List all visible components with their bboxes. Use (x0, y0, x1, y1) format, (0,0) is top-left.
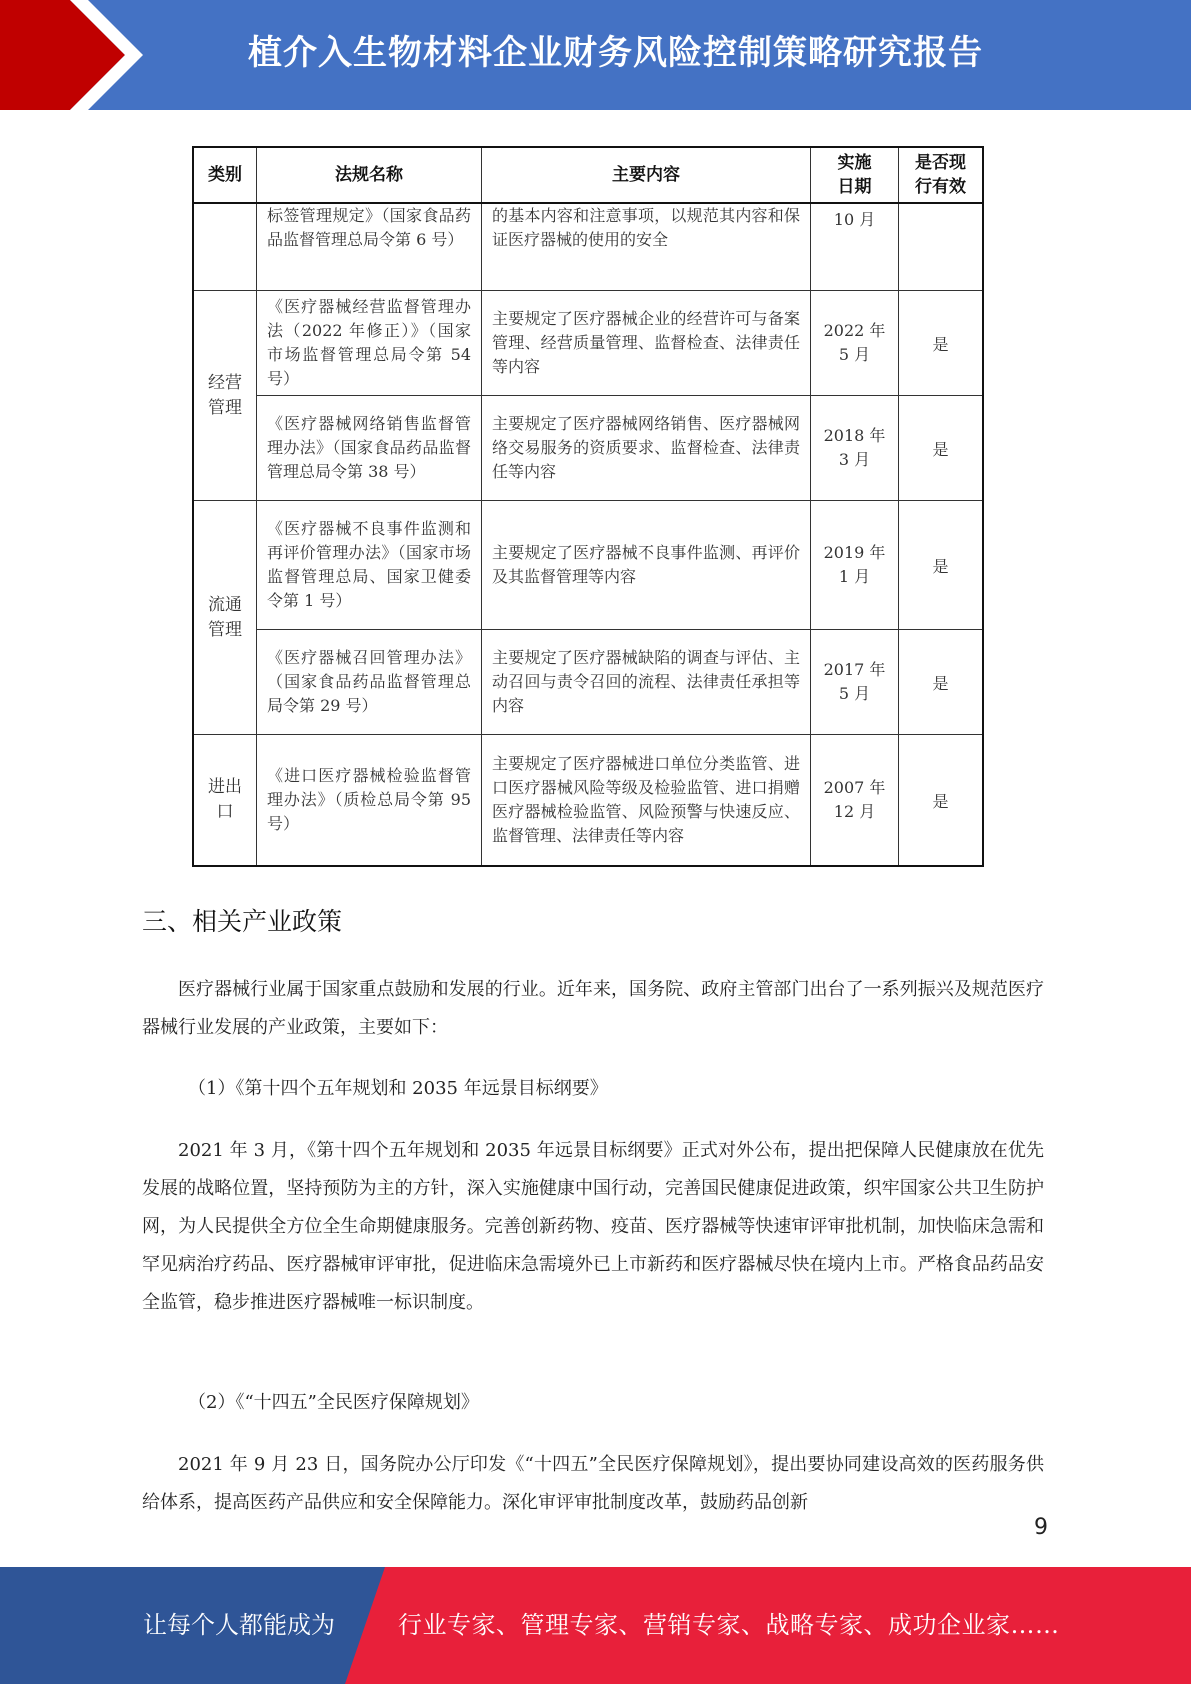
regulation-name: 《医疗器械网络销售监督管理办法》（国家食品药品监督管理总局令第 38 号） (257, 396, 482, 501)
table-header-row (193, 147, 983, 203)
regulation-date: 2022 年 5 月 (811, 291, 899, 396)
table-row (193, 396, 983, 501)
regulation-valid: 是 (899, 291, 984, 396)
regulation-valid: 是 (899, 501, 984, 630)
subheading-2: （2）《“十四五”全民医疗保障规划》 (188, 1392, 479, 1413)
table-row (193, 203, 983, 291)
regulation-content: 主要规定了医疗器械企业的经营许可与备案管理、经营质量管理、监督检查、法律责任等内容 (482, 291, 811, 396)
paragraph-1: 2021 年 3 月，《第十四个五年规划和 2035 年远景目标纲要》正式对外公布，提出把保障人民健康放在优先发展的战略位置，坚持预防为主的方针，深入实施健康中国行动，完善国民健康促进政策，织牢国家公共卫生防护网，为人民提供全方位全生命期健康服务。完善创新药物、疫苗、医疗器械等快速审评审批机制，加快临床急需和罕见病治疗药品、医疗器械审评审批，促进临床急需境外已上市新药和医疗器械尽快在境内上市。严格食品药品安全监管，稳步推进医疗器械唯一标识制度。 (142, 1140, 1044, 1313)
regulation-date: 2019 年 1 月 (811, 501, 899, 630)
paragraph-2: 2021 年 9 月 23 日，国务院办公厅印发《“十四五”全民医疗保障规划》，提出要协同建设高效的医药服务供给体系，提高医药产品供应和安全保障能力。深化审评审批制度改革，鼓励药品创新 (142, 1454, 1044, 1513)
table-row (193, 735, 983, 867)
regulation-date: 2007 年 12 月 (811, 735, 899, 867)
regulation-name: 《医疗器械经营监督管理办法（2022 年修正）》（国家市场监督管理总局令第 54 号） (257, 291, 482, 396)
category-cell (193, 203, 257, 291)
regulation-name: 《进口医疗器械检验监督管理办法》（质检总局令第 95 号） (257, 735, 482, 867)
regulation-valid: 是 (899, 735, 984, 867)
regulation-date: 10 月 (811, 203, 899, 291)
regulation-content: 的基本内容和注意事项，以规范其内容和保证医疗器械的使用的安全 (482, 203, 811, 291)
regulation-name: 《医疗器械不良事件监测和再评价管理办法》（国家市场监督管理总局、国家卫健委令第 1 号） (257, 501, 482, 630)
intro-paragraph: 医疗器械行业属于国家重点鼓励和发展的行业。近年来，国务院、政府主管部门出台了一系列振兴及规范医疗器械行业发展的产业政策，主要如下： (142, 979, 1044, 1038)
regulation-valid (899, 203, 984, 291)
report-title: 植介入生物材料企业财务风险控制策略研究报告 (248, 33, 983, 73)
category-cell: 经营 管理 (193, 291, 257, 501)
regulation-content: 主要规定了医疗器械不良事件监测、再评价及其监督管理等内容 (482, 501, 811, 630)
regulation-name: 标签管理规定》（国家食品药品监督管理总局令第 6 号） (257, 203, 482, 291)
header-category: 类别 (193, 147, 257, 203)
header-content: 主要内容 (482, 147, 811, 203)
table-row (193, 501, 983, 630)
table-row (193, 291, 983, 396)
category-cell: 流通 管理 (193, 501, 257, 735)
page-number: 9 (1034, 1515, 1048, 1540)
regulation-date: 2017 年 5 月 (811, 630, 899, 735)
header-valid: 是否现 行有效 (899, 147, 984, 203)
subheading-1: （1）《第十四个五年规划和 2035 年远景目标纲要》 (188, 1078, 608, 1099)
regulation-content: 主要规定了医疗器械网络销售、医疗器械网络交易服务的资质要求、监督检查、法律责任等内容 (482, 396, 811, 501)
regulation-valid: 是 (899, 630, 984, 735)
table-row (193, 630, 983, 735)
header-date: 实施 日期 (811, 147, 899, 203)
regulation-name: 《医疗器械召回管理办法》（国家食品药品监督管理总局令第 29 号） (257, 630, 482, 735)
regulation-date: 2018 年 3 月 (811, 396, 899, 501)
category-cell: 进出 口 (193, 735, 257, 867)
footer-slogan-right: 行业专家、管理专家、营销专家、战略专家、成功企业家…… (398, 1611, 1060, 1639)
regulation-content: 主要规定了医疗器械缺陷的调查与评估、主动召回与责令召回的流程、法律责任承担等内容 (482, 630, 811, 735)
page-header (0, 0, 1191, 110)
footer-slogan-left: 让每个人都能成为 (143, 1611, 335, 1639)
regulation-valid: 是 (899, 396, 984, 501)
regulation-table (192, 146, 984, 867)
page-footer (0, 1567, 1191, 1684)
regulation-content: 主要规定了医疗器械进口单位分类监管、进口医疗器械风险等级及检验监管、进口捐赠医疗器械检验监管、风险预警与快速反应、监督管理、法律责任等内容 (482, 735, 811, 867)
section-heading: 三、相关产业政策 (142, 907, 343, 936)
header-name: 法规名称 (257, 147, 482, 203)
